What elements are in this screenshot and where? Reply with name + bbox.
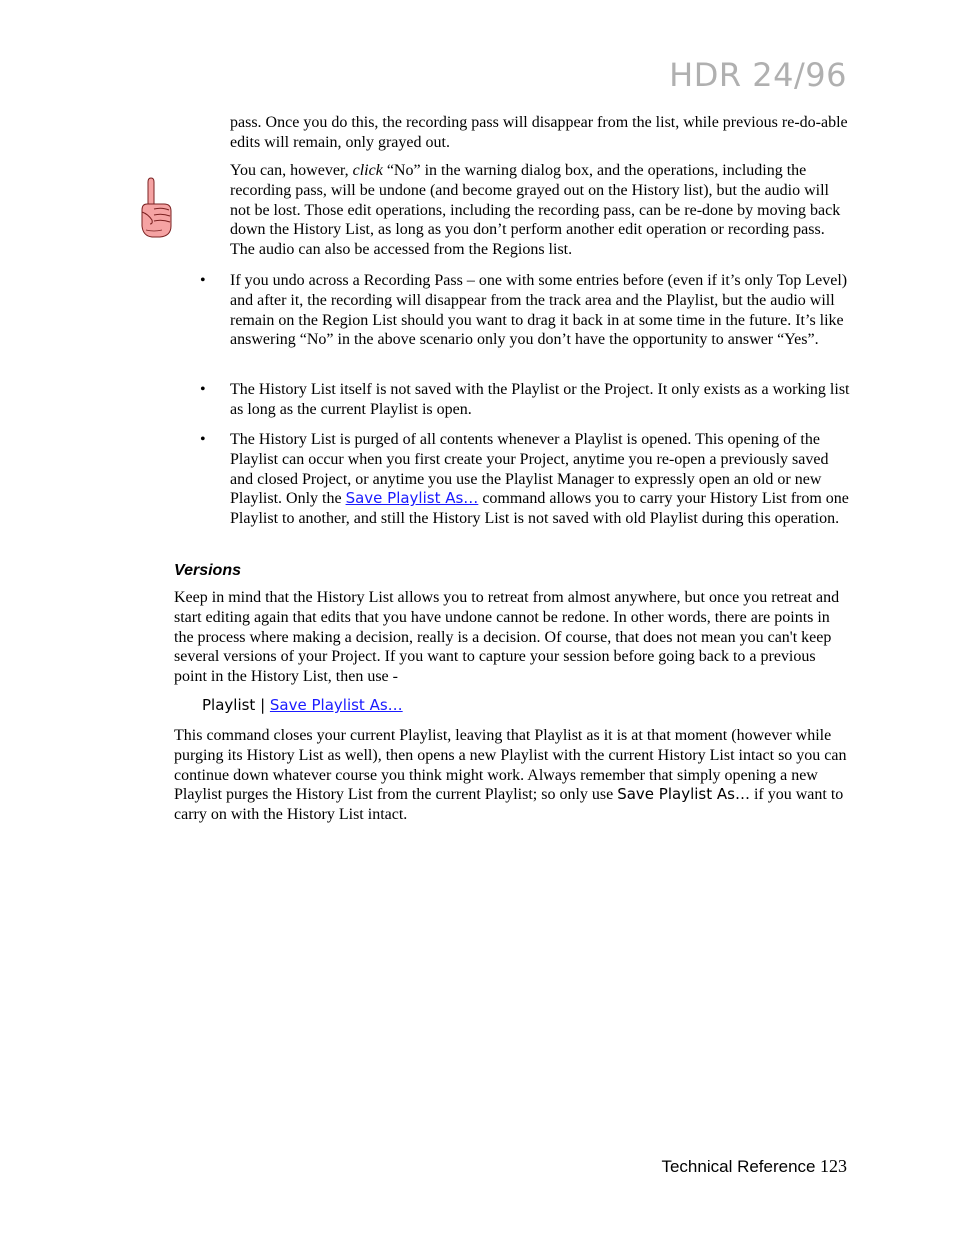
versions-paragraph-1: Keep in mind that the History List allows you to retreat from almost anywhere, but once you retreat and start editing again that edits that you have undone cannot be redone. In other words, there are points in the process where making a decision, really is a decision. Of course, that does not mean you can't keep several versions of your Project. If you want to capture your session before going back to a previous point in the History List, then use -	[174, 589, 840, 686]
bullet-marker: •	[200, 381, 206, 398]
menu-path-prefix: Playlist |	[202, 696, 270, 714]
bullet-text: If you undo across a Recording Pass – one with some entries before (even if it’s only Top Level) and after it, the recording will disappear from the track area and the Playlist, but the audio will remain on the Region List should you want to drag it back in at some time in the future. It’s like answering “No” in the above scenario only you don’t have the opportunity to answer “Yes”.	[230, 272, 848, 349]
bullet-marker: •	[200, 431, 206, 448]
save-playlist-as-link[interactable]: Save Playlist As…	[345, 489, 479, 508]
versions-paragraph-2	[174, 726, 850, 825]
intro-paragraph-2-rest: “No” in the warning dialog box, and the operations, including the recording pass, will be undone (and become grayed out on the History list), but the audio will not be lost. Those edit operations, including the recording pass, can be re-done by moving back down the History List, as long as you don’t perform another edit operation or recording pass. The audio can also be accessed from the Regions list.	[230, 162, 841, 259]
menu-save-playlist-as-link[interactable]: Save Playlist As…	[269, 696, 403, 714]
document-header-title: HDR 24/96	[669, 56, 847, 94]
save-playlist-as-term: Save Playlist As…	[617, 785, 750, 804]
bullet-text	[230, 430, 850, 529]
bullet-marker: •	[200, 272, 206, 289]
menu-path	[202, 696, 403, 714]
click-emphasis: click	[352, 162, 383, 179]
intro-paragraph-2	[230, 161, 850, 260]
versions-paragraph-2-rest: if you want to carry on with the History List intact.	[174, 786, 844, 824]
versions-paragraph-2-lead: This command closes your current Playlist, leaving that Playlist as it is at that moment (however while purging its History List as well), then opens a new Playlist with the current History List intact so you can continue down whatever course you think might work. Always remember that simply opening a new Playlist purges the History List from the current Playlist; so only use	[174, 727, 847, 804]
versions-heading: Versions	[174, 562, 241, 579]
footer-section-label: Technical Reference	[661, 1157, 816, 1176]
page-footer	[661, 1156, 847, 1177]
intro-paragraph-1: pass. Once you do this, the recording pass will disappear from the list, while previous re-do-able edits will remain, only grayed out.	[230, 114, 848, 151]
bullet-text-lead: The History List is purged of all contents whenever a Playlist is opened. This opening of the Playlist can occur when you first create your Project, anytime you re-open a previously saved and closed Project, or anytime you use the Playlist Manager to expressly open an old or new Playlist. Only the	[230, 431, 829, 508]
bullet-text-rest: command allows you to carry your History List from one Playlist to another, and still the History List is not saved with old Playlist during this operation.	[230, 490, 849, 528]
intro-paragraph-2-lead: You can, however,	[230, 162, 353, 179]
bullet-text: The History List itself is not saved with the Playlist or the Project. It only exists as a working list as long as the current Playlist is open.	[230, 381, 850, 418]
page-number: 123	[820, 1156, 847, 1176]
pointing-hand-icon	[138, 176, 174, 240]
